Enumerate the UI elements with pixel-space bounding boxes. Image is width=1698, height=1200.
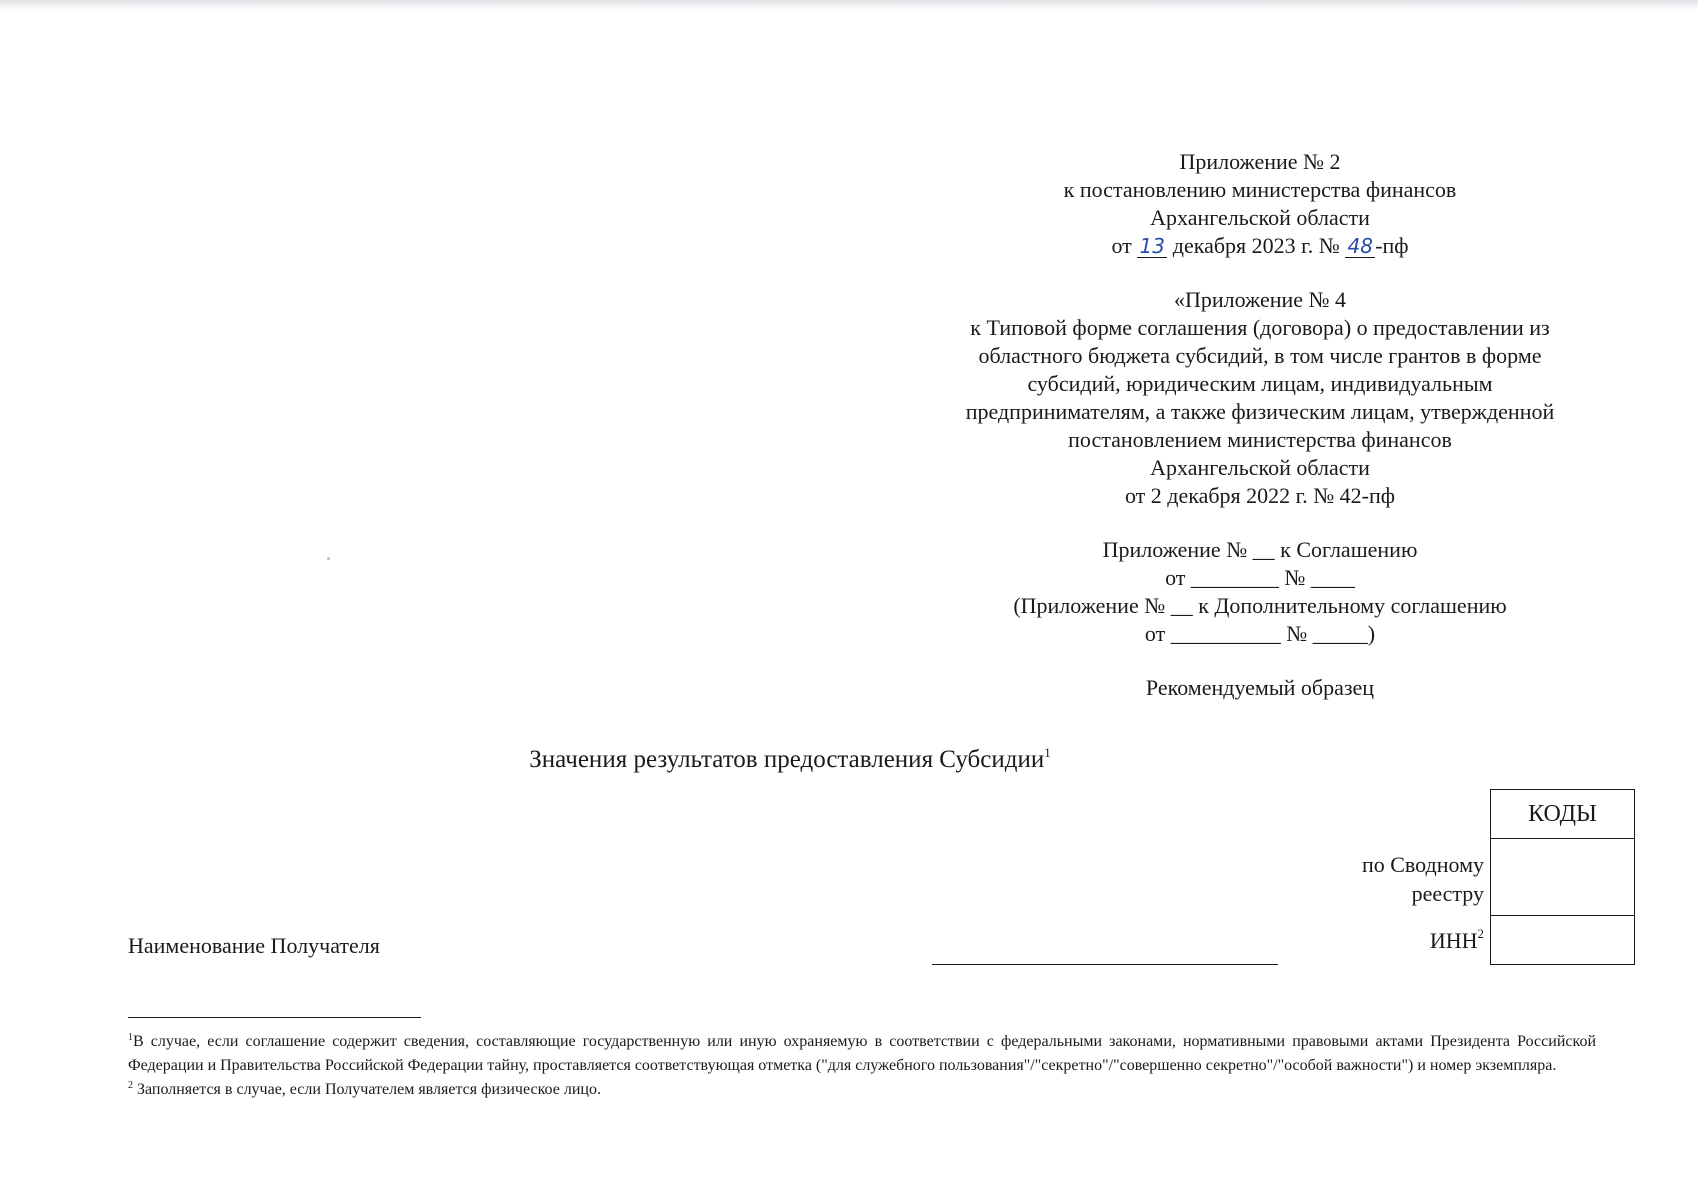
approval-line-2: к постановлению министерства финансов	[1063, 177, 1457, 202]
inn-code-cell[interactable]	[1491, 916, 1635, 965]
typical-form-line-4: субсидий, юридическим лицам, индивидуальным	[1027, 371, 1493, 396]
spacer	[900, 510, 1620, 536]
spacer	[900, 260, 1620, 286]
footnote-2	[128, 1078, 1596, 1102]
recommended-sample: Рекомендуемый образец	[1145, 675, 1375, 700]
inn-label-text: ИНН	[1429, 928, 1478, 953]
approval-date-suffix: -пф	[1375, 233, 1409, 258]
footnote-2-mark: 2	[128, 1080, 133, 1091]
reestr-label-line-2: реестру	[1411, 881, 1484, 906]
reestr-label-line-1: по Сводному	[1361, 852, 1484, 877]
agreement-line-1: Приложение № __ к Соглашению	[1102, 537, 1418, 562]
header-block	[900, 148, 1620, 702]
document-title-text: Значения результатов предоставления Субсидии	[529, 746, 1045, 773]
typical-form-line-2: к Типовой форме соглашения (договора) о предоставлении из	[970, 315, 1550, 340]
codes-table	[1490, 789, 1635, 965]
handwritten-number: 48	[1345, 235, 1375, 258]
agreement-line-3: (Приложение № __ к Дополнительному соглашению	[1013, 593, 1507, 618]
codes-header: КОДЫ	[1491, 790, 1635, 839]
footnote-1-text: В случае, если соглашение содержит сведения, составляющие государственную или иную охраняемую в соответствии с федеральными законами, нормативными правовыми актами Президента Российской Федерации и Правительства Российской Федерации тайну, проставляется соответствующая отметка ("для служебного пользования"/"секретно"/"совершенно секретно"/"особой важности") и номер экземпляра.	[128, 1033, 1596, 1074]
scan-speck	[327, 557, 330, 560]
reestr-label	[1270, 850, 1484, 908]
approval-date-line	[900, 232, 1620, 260]
typical-form-line-6: постановлением министерства финансов	[1068, 427, 1452, 452]
handwritten-day: 13	[1137, 235, 1167, 258]
reestr-code-cell[interactable]	[1491, 839, 1635, 916]
agreement-line-4: от __________ № _____)	[1144, 621, 1376, 646]
inn-label	[1340, 928, 1484, 954]
approval-date-middle: декабря 2023 г. №	[1167, 233, 1346, 258]
footnote-2-text: Заполняется в случае, если Получателем является физическое лицо.	[133, 1081, 601, 1098]
typical-form-line-3: областного бюджета субсидий, в том числе грантов в форме	[978, 343, 1542, 368]
footnote-1-mark: 1	[128, 1032, 133, 1043]
approval-line-3: Архангельской области	[1150, 205, 1370, 230]
footnote-separator	[128, 1017, 421, 1018]
recipient-label: Наименование Получателя	[128, 933, 380, 958]
typical-form-line-8: от 2 декабря 2022 г. № 42-пф	[1124, 483, 1396, 508]
recipient-name-field[interactable]	[932, 964, 1278, 965]
approval-line-1: Приложение № 2	[1179, 149, 1341, 174]
typical-form-line-1: «Приложение № 4	[1173, 287, 1347, 312]
spacer	[900, 648, 1620, 674]
agreement-line-2: от ________ № ____	[1165, 565, 1355, 590]
scan-edge-shadow	[0, 0, 1698, 10]
typical-form-line-7: Архангельской области	[1150, 455, 1370, 480]
document-title	[400, 746, 1180, 774]
footnote-1	[128, 1030, 1596, 1078]
typical-form-line-5: предпринимателям, а также физическим лицам, утвержденной	[965, 399, 1555, 424]
inn-footnote-mark: 2	[1477, 926, 1484, 941]
footnotes	[128, 1030, 1596, 1102]
approval-date-prefix: от	[1111, 233, 1138, 258]
title-footnote-mark: 1	[1044, 745, 1051, 760]
